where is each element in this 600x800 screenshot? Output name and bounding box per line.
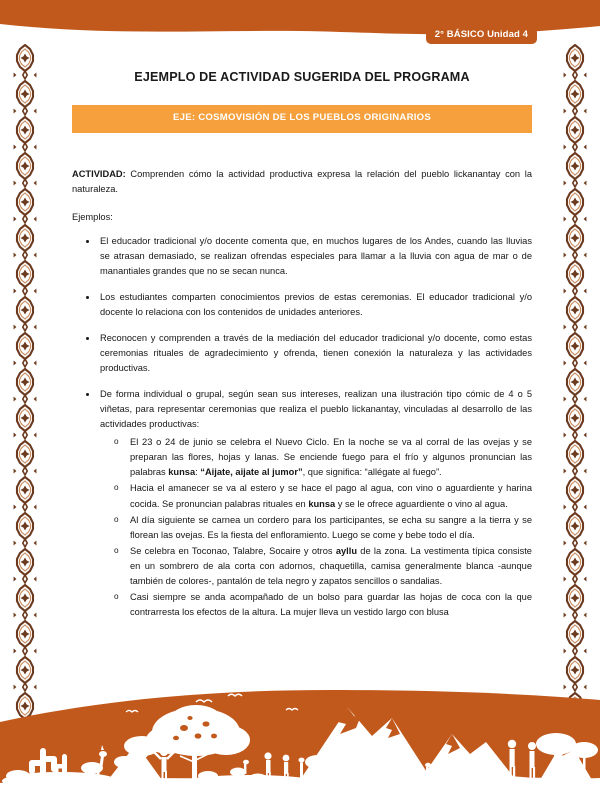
list-item bbox=[130, 590, 532, 620]
list-item bbox=[130, 544, 532, 589]
subbullet-text-part3: , que significa: “allégate al fuego”. bbox=[302, 467, 442, 478]
list-item bbox=[100, 290, 532, 320]
list-item bbox=[100, 234, 532, 279]
activity-paragraph bbox=[72, 167, 532, 197]
subbullet-bold-term: kunsa bbox=[308, 498, 336, 509]
list-item bbox=[100, 387, 532, 620]
subbullet-text-part1: Se celebra en Toconao, Talabre, Socaire y otros bbox=[130, 545, 336, 556]
subbullet-text-part1: Casi siempre se anda acompañado de un bolso para guardar las hojas de coca con la que contrarresta los efectos de la altura. La mujer lleva un vestido largo con blusa bbox=[130, 591, 532, 617]
eje-banner: EJE: COSMOVISIÓN DE LOS PUEBLOS ORIGINARIOS bbox=[72, 105, 532, 133]
examples-bullet-list bbox=[72, 234, 532, 620]
examples-label: Ejemplos: bbox=[72, 211, 113, 222]
subbullet-bold-term: ayllu bbox=[335, 545, 358, 556]
bullet-text: Reconocen y comprenden a través de la mediación del educador tradicional y/o docente, como estas ceremonias rituales de agradecimiento y ofrenda, tienen conexión la naturaleza y las actividades productivas. bbox=[100, 333, 532, 374]
bullet-text: El educador tradicional y/o docente comenta que, en muchos lugares de los Andes, cuando las lluvias se atrasan demasiado, se realizan ofrendas especiales para llamar a la lluvia con agua de mar o de manantiales grandes que no se secan nunca. bbox=[100, 235, 532, 276]
body-text bbox=[72, 167, 532, 620]
left-ornamental-border bbox=[12, 44, 38, 744]
page-title: EJEMPLO DE ACTIVIDAD SUGERIDA DEL PROGRAMA bbox=[134, 70, 470, 84]
document-content bbox=[72, 62, 532, 631]
activity-description: Comprenden cómo la actividad productiva expresa la relación del pueblo lickanantay con la naturaleza. bbox=[72, 168, 532, 194]
subbullet-text-part2: y se le ofrece aguardiente o vino al agua. bbox=[335, 498, 508, 509]
bullet-text: De forma individual o grupal, según sean sus intereses, realizan una ilustración tipo cómic de 4 o 5 viñetas, para representar ceremonias que realiza el pueblo lickanantay, vinculadas al desarrollo de las actividades productivas: bbox=[100, 389, 532, 430]
list-item bbox=[100, 331, 532, 376]
bullet-text: Los estudiantes comparten conocimientos previos de estas ceremonias. El educador tradicional y/o docente lo relaciona con los contenidos de unidades anteriores. bbox=[100, 291, 532, 317]
subbullet-text-part1: Al día siguiente se carnea un cordero para los participantes, se echa su sangre a la tierra y se florean las ovejas. Es la fiesta del enfloramiento. Luego se come y bebe todo el día. bbox=[130, 514, 532, 540]
unit-badge: 2° BÁSICO Unidad 4 bbox=[426, 27, 537, 44]
subbullet-bold-term: kunsa bbox=[168, 467, 196, 478]
list-item bbox=[130, 435, 532, 480]
list-item bbox=[130, 513, 532, 543]
subbullet-text-part1: Hacia el amanecer se va al estero y se hace el pago al agua, con vino o aguardiente y harina cocida. Se pronuncian palabras rituales en bbox=[130, 483, 532, 509]
list-item bbox=[130, 481, 532, 511]
subbullet-bold-quote: “Aijate, aijate al jumor” bbox=[200, 467, 303, 478]
subbullet-text-part2: : bbox=[195, 467, 201, 478]
activity-label: ACTIVIDAD: bbox=[72, 168, 126, 179]
subbullet-text-part1: El 23 o 24 de junio se celebra el Nuevo Ciclo. En la noche se va al corral de las ovejas y se preparan las flores, hojas y lanas. Se enciende fuego para el frío y algunos pronuncian las palabras bbox=[130, 437, 532, 478]
bottom-landscape-band bbox=[0, 688, 600, 800]
subbullet-text-part2: de la zona. La vestimenta típica consiste en un sombrero de ala corta con adornos, chaquetilla, camisa generalmente blanca -aunque también de colores-, pantalón de tela negro y zapatos sencillos o sandalias. bbox=[130, 545, 532, 586]
right-ornamental-border bbox=[562, 44, 588, 744]
ceremonies-sublist bbox=[100, 435, 532, 620]
